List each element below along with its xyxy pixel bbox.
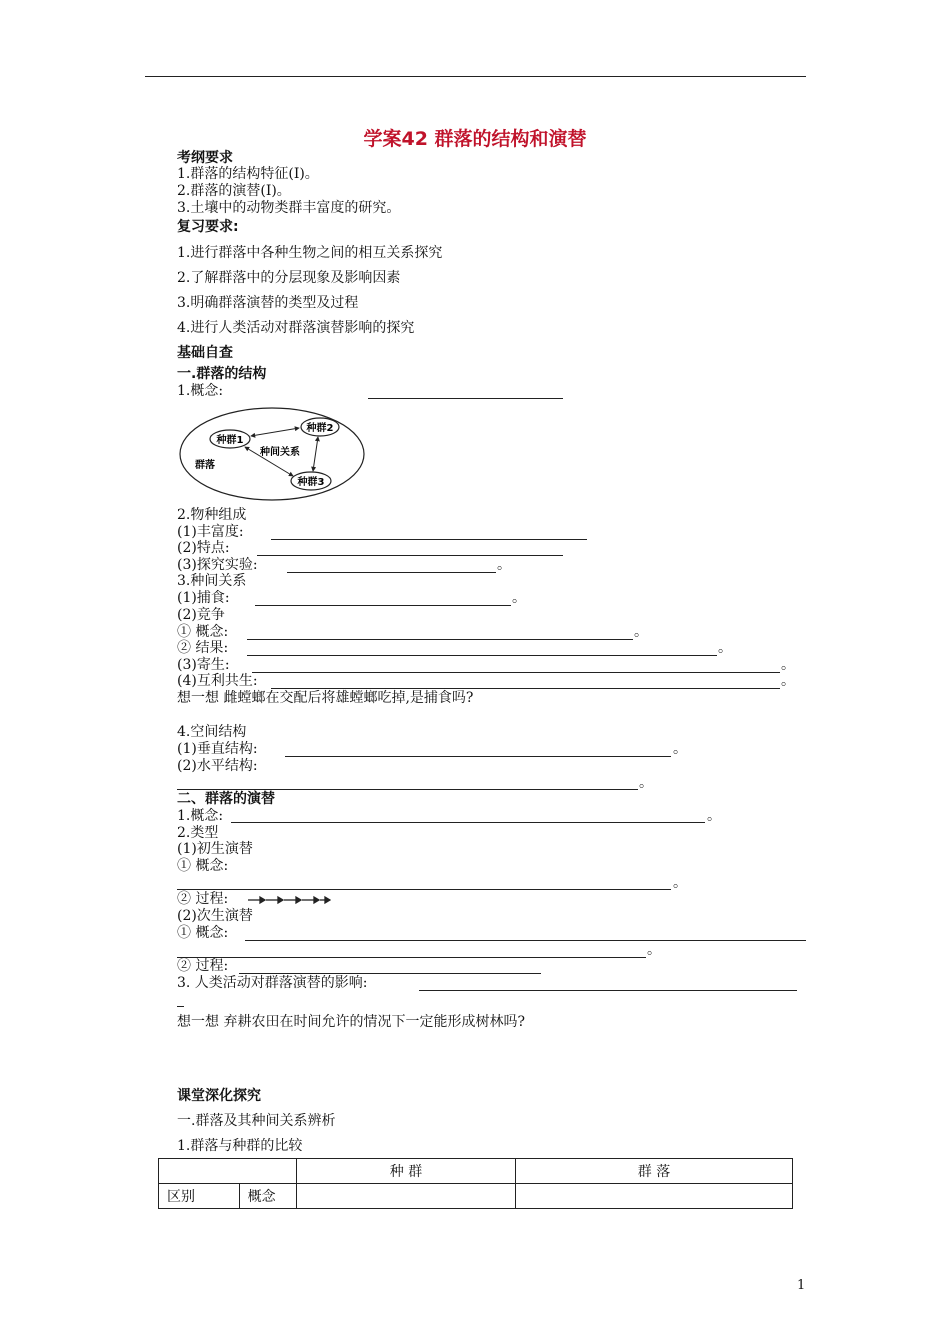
section-2-heading: 二、群落的演替 bbox=[177, 791, 275, 807]
primary-concept-label: ① 概念: bbox=[177, 858, 229, 874]
primary-process-label: ② 过程: bbox=[177, 891, 229, 907]
mutualism-blank[interactable] bbox=[271, 688, 780, 689]
page-number: 1 bbox=[797, 1278, 806, 1293]
table-header-population: 种 群 bbox=[297, 1159, 516, 1184]
feature-blank[interactable] bbox=[257, 555, 563, 556]
succession-concept-blank[interactable] bbox=[231, 822, 705, 823]
parasitism-blank[interactable] bbox=[252, 672, 780, 673]
kaogang-item-3: 3.土壤中的动物类群丰富度的研究。 bbox=[177, 200, 401, 216]
pop3-label: 种群3 bbox=[297, 477, 325, 488]
kaogang-item-2: 2.群落的演替(Ⅰ)。 bbox=[177, 183, 291, 199]
period-mark: 。 bbox=[673, 741, 687, 757]
concept-blank[interactable] bbox=[368, 398, 563, 399]
table-row-sublabel: 概念 bbox=[239, 1184, 296, 1209]
vertical-structure-blank[interactable] bbox=[285, 756, 671, 757]
ketang-heading: 课堂深化探究 bbox=[177, 1088, 261, 1104]
pop1-label: 种群1 bbox=[216, 435, 244, 446]
jichu-heading: 基础自查 bbox=[177, 345, 233, 361]
community-label: 群落 bbox=[195, 460, 215, 471]
secondary-process-blank[interactable] bbox=[239, 973, 541, 974]
species-composition: 2.物种组成 bbox=[177, 507, 247, 523]
table-cell[interactable] bbox=[297, 1184, 516, 1209]
human-impact-label: 3. 人类活动对群落演替的影响: bbox=[177, 975, 368, 991]
comparison-table bbox=[158, 1158, 793, 1209]
predation-label: (1)捕食: bbox=[177, 590, 230, 606]
period-mark: 。 bbox=[497, 557, 511, 573]
period-mark: 。 bbox=[647, 942, 661, 958]
period-mark: 。 bbox=[718, 640, 732, 656]
period-mark: 。 bbox=[781, 673, 795, 689]
horizontal-structure-blank[interactable] bbox=[177, 789, 638, 790]
relation-arrow-1-2 bbox=[251, 428, 299, 436]
table-row bbox=[159, 1159, 793, 1184]
fuxi-item-3: 3.明确群落演替的类型及过程 bbox=[177, 295, 359, 311]
compare-heading: 1.群落与种群的比较 bbox=[177, 1138, 303, 1154]
secondary-concept-blank-1[interactable] bbox=[245, 940, 806, 941]
secondary-succession: (2)次生演替 bbox=[177, 908, 253, 924]
period-mark: 。 bbox=[673, 875, 687, 891]
richness-label: (1)丰富度: bbox=[177, 524, 244, 540]
concept-label: 1.概念: bbox=[177, 383, 224, 399]
community-diagram bbox=[177, 404, 377, 504]
human-impact-blank[interactable] bbox=[419, 990, 797, 991]
table-cell[interactable] bbox=[516, 1184, 793, 1209]
ketang-subheading: 一.群落及其种间关系辨析 bbox=[177, 1113, 336, 1129]
period-mark: 。 bbox=[707, 808, 721, 824]
relation-arrow-2-3 bbox=[313, 437, 318, 471]
think-question-2: 想一想 弃耕农田在时间允许的情况下一定能形成树林吗? bbox=[177, 1014, 525, 1030]
richness-blank[interactable] bbox=[271, 539, 587, 540]
competition-concept-label: ① 概念: bbox=[177, 624, 229, 640]
competition-concept-blank[interactable] bbox=[247, 639, 633, 640]
period-mark: 。 bbox=[512, 590, 526, 606]
succession-concept-label: 1.概念: bbox=[177, 808, 224, 824]
competition-result-label: ② 结果: bbox=[177, 640, 229, 656]
competition-label: (2)竞争 bbox=[177, 607, 225, 623]
page-title: 学案42 群落的结构和演替 bbox=[363, 128, 587, 150]
spatial-structure: 4.空间结构 bbox=[177, 724, 247, 740]
think-question-1: 想一想 雌螳螂在交配后将雄螳螂吃掉,是捕食吗? bbox=[177, 690, 474, 706]
period-mark: 。 bbox=[634, 624, 648, 640]
vertical-structure-label: (1)垂直结构: bbox=[177, 741, 258, 757]
kaogang-item-1: 1.群落的结构特征(Ⅰ)。 bbox=[177, 166, 319, 182]
secondary-concept-label: ① 概念: bbox=[177, 925, 229, 941]
predation-blank[interactable] bbox=[255, 605, 511, 606]
process-arrows bbox=[247, 895, 331, 905]
interspecies-relations: 3.种间关系 bbox=[177, 573, 247, 589]
horizontal-structure-label: (2)水平结构: bbox=[177, 758, 258, 774]
experiment-label: (3)探究实验: bbox=[177, 557, 258, 573]
human-impact-blank-tail[interactable] bbox=[177, 1006, 184, 1007]
fuxi-item-2: 2.了解群落中的分层现象及影响因素 bbox=[177, 270, 401, 286]
primary-concept-blank[interactable] bbox=[177, 889, 671, 890]
parasitism-label: (3)寄生: bbox=[177, 657, 230, 673]
period-mark: 。 bbox=[781, 657, 795, 673]
secondary-concept-blank-2[interactable] bbox=[177, 957, 646, 958]
succession-types: 2.类型 bbox=[177, 825, 219, 841]
table-row-label: 区别 bbox=[159, 1184, 240, 1209]
table-header-community: 群 落 bbox=[516, 1159, 793, 1184]
section-1-heading: 一.群落的结构 bbox=[177, 366, 267, 382]
fuxi-item-1: 1.进行群落中各种生物之间的相互关系探究 bbox=[177, 245, 443, 261]
fuxi-item-4: 4.进行人类活动对群落演替影响的探究 bbox=[177, 320, 415, 336]
table-cell bbox=[159, 1159, 297, 1184]
relation-label: 种间关系 bbox=[260, 447, 300, 458]
secondary-process-label: ② 过程: bbox=[177, 958, 229, 974]
feature-label: (2)特点: bbox=[177, 540, 230, 556]
pop2-label: 种群2 bbox=[306, 423, 334, 434]
period-mark: 。 bbox=[639, 775, 653, 791]
experiment-blank[interactable] bbox=[287, 572, 496, 573]
kaogang-heading: 考纲要求 bbox=[177, 150, 233, 166]
mutualism-label: (4)互利共生: bbox=[177, 673, 258, 689]
competition-result-blank[interactable] bbox=[247, 655, 717, 656]
fuxi-heading: 复习要求: bbox=[177, 219, 239, 235]
primary-succession: (1)初生演替 bbox=[177, 841, 253, 857]
header-rule bbox=[145, 76, 806, 77]
table-row bbox=[159, 1184, 793, 1209]
